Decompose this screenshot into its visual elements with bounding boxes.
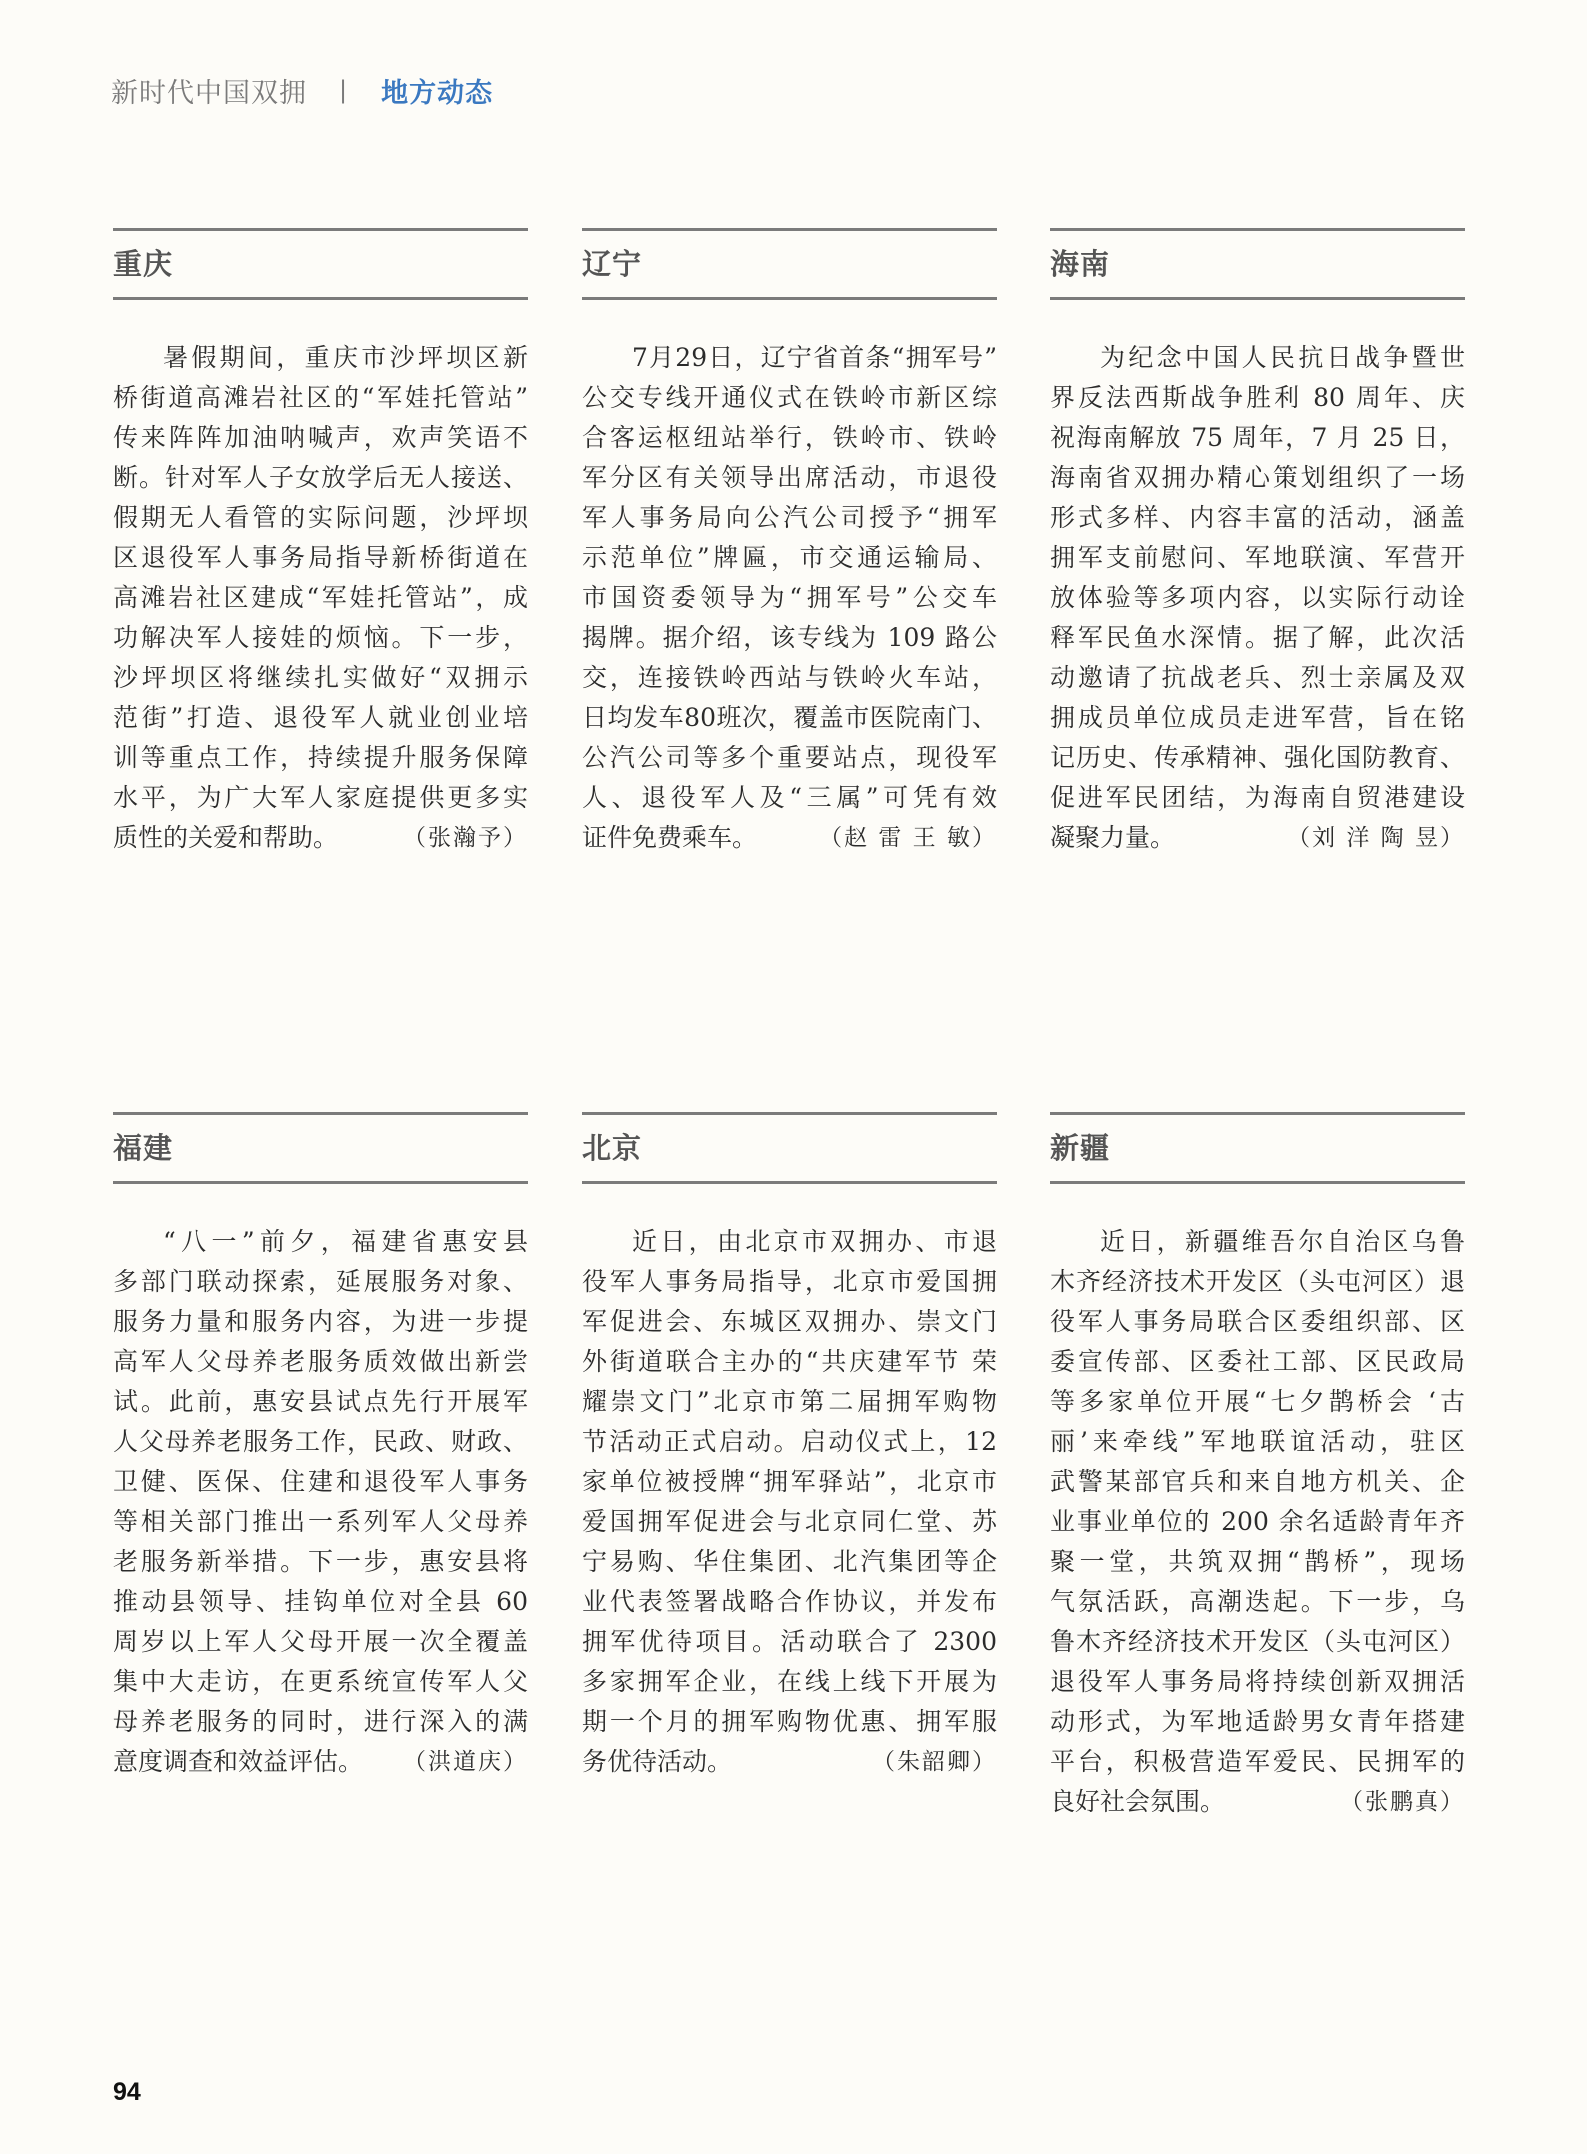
body-line: 期一个月的拥军购物优惠、拥军服: [582, 1707, 997, 1736]
body-line: 桥街道高滩岩社区的“军娃托管站”: [113, 383, 528, 412]
title-rule-bottom: [1050, 1181, 1465, 1184]
body-line: 拥军优待项目。活动联合了 2300: [582, 1627, 997, 1656]
body-line: 暑假期间，重庆市沙坪坝区新: [163, 343, 528, 372]
body-line: 释军民鱼水深情。据了解，此次活: [1050, 623, 1465, 652]
body-line: 7月29日，辽宁省首条“拥军号”: [632, 343, 997, 372]
body-line: [113, 818, 528, 858]
body-line: 揭牌。据介绍，该专线为 109 路公: [582, 623, 997, 652]
body-line: 丽’来牵线”军地联谊活动，驻区: [1050, 1427, 1465, 1456]
body-line: 气氛活跃，高潮迭起。下一步，乌: [1050, 1587, 1465, 1616]
article-region-title: 新疆: [1050, 1131, 1111, 1165]
body-line: 老服务新举措。下一步，惠安县将: [113, 1547, 528, 1576]
body-line: 试。此前，惠安县试点先行开展军: [113, 1387, 528, 1416]
section-name: 地方动态: [381, 77, 494, 109]
body-line: 界反法西斯战争胜利 80 周年、庆: [1050, 383, 1465, 412]
body-line: 传来阵阵加油呐喊声，欢声笑语不: [113, 423, 528, 452]
body-line: 近日，由北京市双拥办、市退: [632, 1227, 997, 1256]
body-line: 高军人父母养老服务质效做出新尝: [113, 1347, 528, 1376]
body-line: 外街道联合主办的“共庆建军节 荣: [582, 1347, 997, 1376]
body-line: 委宣传部、区委社工部、区民政局: [1050, 1347, 1465, 1376]
body-line: 断。针对军人子女放学后无人接送、: [113, 463, 528, 492]
body-line: 促进军民团结，为海南自贸港建设: [1050, 783, 1465, 812]
title-rule-bottom: [113, 1181, 528, 1184]
body-line: “八一”前夕，福建省惠安县: [163, 1227, 528, 1256]
body-line: [113, 1742, 528, 1782]
author-byline: （洪道庆）: [403, 1749, 528, 1775]
body-line: 公汽公司等多个重要站点，现役军: [582, 743, 997, 772]
body-line: 业代表签署战略合作协议，并发布: [582, 1587, 997, 1616]
body-line: 役军人事务局指导，北京市爱国拥: [582, 1267, 997, 1296]
body-line: 为纪念中国人民抗日战争暨世: [1100, 343, 1465, 372]
article-body: [1050, 1222, 1465, 1822]
body-line: 鲁木齐经济技术开发区（头屯河区）: [1050, 1627, 1465, 1656]
body-line: 形式多样、内容丰富的活动，涵盖: [1050, 503, 1465, 532]
article: [1050, 228, 1465, 858]
body-line: 范街”打造、退役军人就业创业培: [113, 703, 528, 732]
body-line: 沙坪坝区将继续扎实做好“双拥示: [113, 663, 528, 692]
body-line: 训等重点工作，持续提升服务保障: [113, 743, 528, 772]
body-line: 多部门联动探索，延展服务对象、: [113, 1267, 528, 1296]
body-line: [1050, 1782, 1465, 1822]
body-line-text: 质性的关爱和帮助。: [113, 823, 339, 852]
author-byline: （刘 洋 陶 昱）: [1287, 825, 1465, 851]
body-line: [1050, 818, 1465, 858]
title-rule-bottom: [113, 297, 528, 300]
author-byline: （赵 雷 王 敏）: [819, 825, 997, 851]
running-header: [111, 70, 493, 110]
body-line: 假期无人看管的实际问题，沙坪坝: [113, 503, 528, 532]
author-byline: （朱韶卿）: [872, 1749, 997, 1775]
body-line: 放体验等多项内容，以实际行动诠: [1050, 583, 1465, 612]
title-rule-bottom: [582, 297, 997, 300]
body-line: 交，连接铁岭西站与铁岭火车站，: [582, 663, 997, 692]
body-line: 爱国拥军促进会与北京同仁堂、苏: [582, 1507, 997, 1536]
body-line: [582, 818, 997, 858]
body-line: 海南省双拥办精心策划组织了一场: [1050, 463, 1465, 492]
body-line-text: 证件免费乘车。: [582, 823, 758, 852]
body-line: 记历史、传承精神、强化国防教育、: [1050, 743, 1465, 772]
body-line-text: 良好社会氛围。: [1050, 1787, 1226, 1816]
body-line: [582, 1742, 997, 1782]
body-line: 聚一堂，共筑双拥“鹊桥”，现场: [1050, 1547, 1465, 1576]
author-byline: （张瀚予）: [403, 825, 528, 851]
author-byline: （张鹏真）: [1340, 1789, 1465, 1815]
body-line: 耀崇文门”北京市第二届拥军购物: [582, 1387, 997, 1416]
body-line: 公交专线开通仪式在铁岭市新区综: [582, 383, 997, 412]
body-line: 母养老服务的同时，进行深入的满: [113, 1707, 528, 1736]
body-line-text: 意度调查和效益评估。: [113, 1747, 364, 1776]
body-line: 集中大走访，在更系统宣传军人父: [113, 1667, 528, 1696]
title-rule-bottom: [1050, 297, 1465, 300]
article-body: [582, 1222, 997, 1782]
article: [582, 1112, 997, 1782]
body-line: 日均发车80班次，覆盖市医院南门、: [582, 703, 997, 732]
body-line: 近日，新疆维吾尔自治区乌鲁: [1100, 1227, 1465, 1256]
body-line: 平台，积极营造军爱民、民拥军的: [1050, 1747, 1465, 1776]
page-number: 94: [113, 2078, 141, 2106]
body-line: 役军人事务局联合区委组织部、区: [1050, 1307, 1465, 1336]
body-line: 动形式，为军地适龄男女青年搭建: [1050, 1707, 1465, 1736]
body-line-text: 凝聚力量。: [1050, 823, 1176, 852]
article-body: [113, 1222, 528, 1782]
article: [113, 228, 528, 858]
article-body: [113, 338, 528, 858]
body-line: 军分区有关领导出席活动，市退役: [582, 463, 997, 492]
article-region-title: 辽宁: [582, 247, 643, 281]
body-line: 军人事务局向公汽公司授予“拥军: [582, 503, 997, 532]
body-line: 合客运枢纽站举行，铁岭市、铁岭: [582, 423, 997, 452]
body-line: 军促进会、东城区双拥办、崇文门: [582, 1307, 997, 1336]
magazine-name: 新时代中国双拥: [111, 77, 307, 109]
body-line: 周岁以上军人父母开展一次全覆盖: [113, 1627, 528, 1656]
body-line: 卫健、医保、住建和退役军人事务: [113, 1467, 528, 1496]
body-line: 多家拥军企业，在线上线下开展为: [582, 1667, 997, 1696]
body-line: 人、退役军人及“三属”可凭有效: [582, 783, 997, 812]
body-line: 服务力量和服务内容，为进一步提: [113, 1307, 528, 1336]
body-line: 木齐经济技术开发区（头屯河区）退: [1050, 1267, 1465, 1296]
article: [582, 228, 997, 858]
body-line: 武警某部官兵和来自地方机关、企: [1050, 1467, 1465, 1496]
body-line: 等多家单位开展“七夕鹊桥会 ‘古: [1050, 1387, 1465, 1416]
article: [1050, 1112, 1465, 1822]
article-region-title: 重庆: [113, 247, 174, 281]
body-line: 功解决军人接娃的烦恼。下一步，: [113, 623, 528, 652]
article-region-title: 海南: [1050, 247, 1111, 281]
body-line: 业事业单位的 200 余名适龄青年齐: [1050, 1507, 1465, 1536]
body-line: 宁易购、华住集团、北汽集团等企: [582, 1547, 997, 1576]
body-line: 市国资委领导为“拥军号”公交车: [582, 583, 997, 612]
body-line: 节活动正式启动。启动仪式上，12: [582, 1427, 997, 1456]
body-line: 水平，为广大军人家庭提供更多实: [113, 783, 528, 812]
article: [113, 1112, 528, 1782]
body-line: 区退役军人事务局指导新桥街道在: [113, 543, 528, 572]
article-region-title: 北京: [582, 1131, 643, 1165]
body-line: 退役军人事务局将持续创新双拥活: [1050, 1667, 1465, 1696]
body-line: 拥军支前慰问、军地联演、军营开: [1050, 543, 1465, 572]
body-line: 推动县领导、挂钩单位对全县 60: [113, 1587, 528, 1616]
body-line-text: 务优待活动。: [582, 1747, 733, 1776]
title-rule-bottom: [582, 1181, 997, 1184]
article-body: [1050, 338, 1465, 858]
body-line: 祝海南解放 75 周年，7 月 25 日，: [1050, 423, 1465, 452]
header-separator: |: [339, 76, 348, 104]
article-region-title: 福建: [113, 1131, 174, 1165]
body-line: 高滩岩社区建成“军娃托管站”，成: [113, 583, 528, 612]
body-line: 人父母养老服务工作，民政、财政、: [113, 1427, 528, 1456]
body-line: 拥成员单位成员走进军营，旨在铭: [1050, 703, 1465, 732]
body-line: 示范单位”牌匾，市交通运输局、: [582, 543, 997, 572]
article-body: [582, 338, 997, 858]
body-line: 家单位被授牌“拥军驿站”，北京市: [582, 1467, 997, 1496]
body-line: 动邀请了抗战老兵、烈士亲属及双: [1050, 663, 1465, 692]
body-line: 等相关部门推出一系列军人父母养: [113, 1507, 528, 1536]
